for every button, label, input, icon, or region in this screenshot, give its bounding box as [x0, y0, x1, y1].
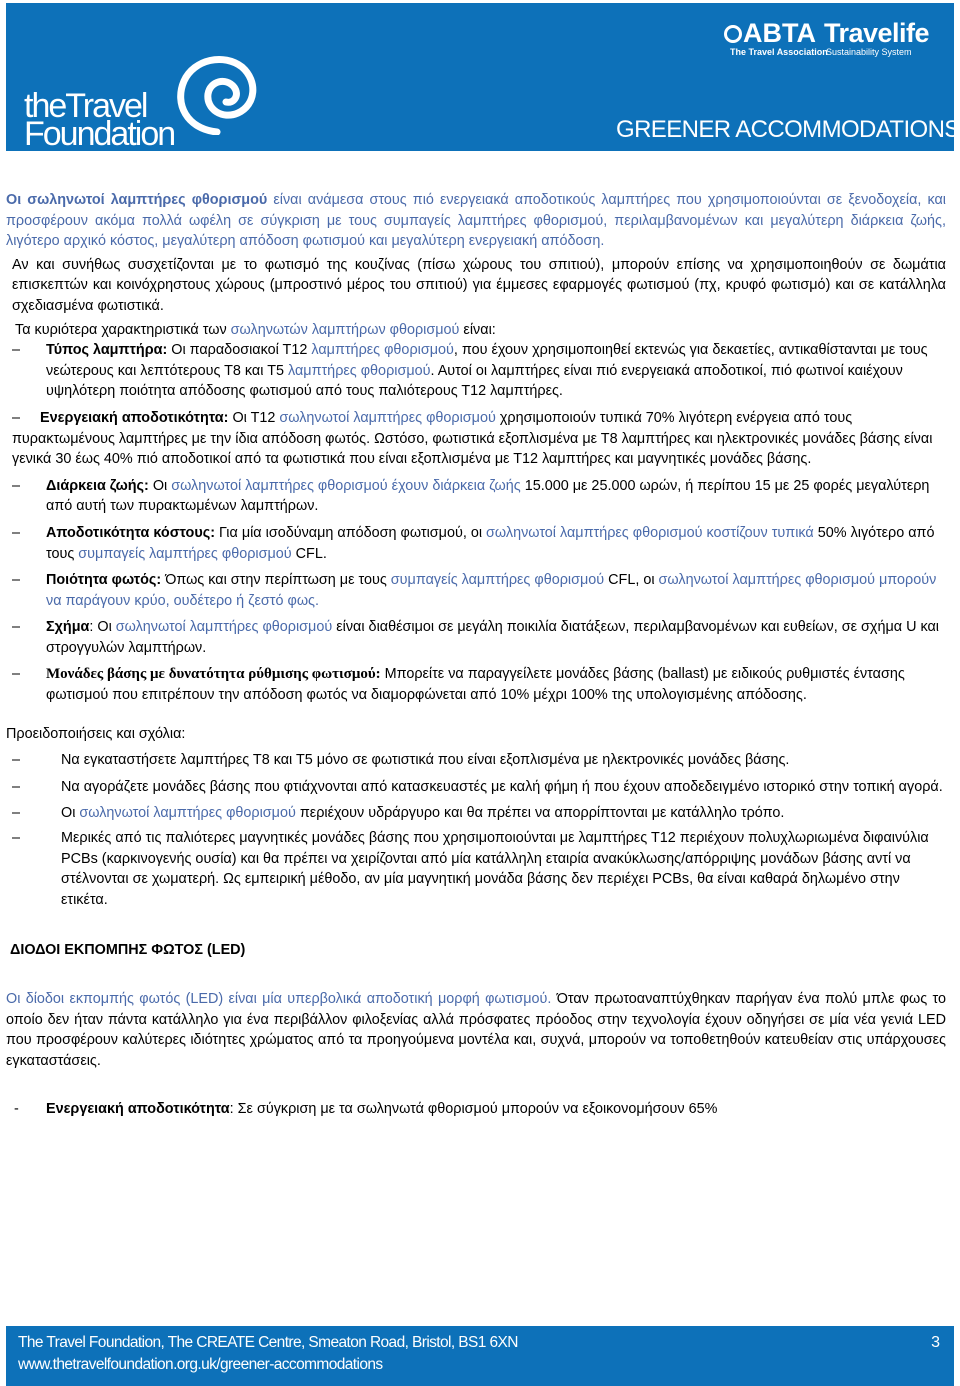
travelife-logo [824, 19, 929, 57]
footer-address: The Travel Foundation, The CREATE Centre, Smeaton Road, Bristol, BS1 6XN [18, 1334, 518, 1351]
list-item: – Μονάδες βάσης με δυνατότητα ρύθμισης φωτισμού: Μπορείτε να παραγγείλετε μονάδες βάσης (ballast) με ειδικούς ρυθμιστές έντασης φωτισμού που επιτρέπουν την απόδοση φωτός να διαμορφώνεται από 10% μέχρι 100% της υπολογισμένης απόδοσης. [12, 666, 905, 704]
list-item: – Διάρκεια ζωής: Οι σωληνωτοί λαμπτήρες φθορισμού έχουν διάρκεια ζωής 15.000 με 25.000 ωρών, ή περίπου 15 με 25 φορές μεγαλύτερη από αυτή των πυρακτωμένων λαμπτήρων. [12, 477, 930, 515]
list-item: – Μερικές από τις παλιότερες μαγνητικές μονάδες βάσης που χρησιμοποιούνται με λαμπτήρες Τ12 περιέχουν πολυχλωριωμένα διφαινύλια PCBs (καρκινογενής ουσία) και θα πρέπει να χειρίζονται από μία κατάλληλη εταιρία ανακύκλωσης/απόρριψης μονάδων βάσης αντί να στέλνονται σε χωματερή. Ως εμπειρική μέθοδο, αν μία μαγνητική μονάδα βάσης δεν περιέχει PCBs, θα είναι καθαρά δηλωμένο στην ετικέτα. [12, 830, 929, 908]
spiral-icon [172, 49, 262, 135]
list-item: - Ενεργειακή αποδοτικότητα: Σε σύγκριση με τα σωληνωτά φθορισμού μπορούν να εξοικονομήσουν 65% [14, 1101, 718, 1118]
list-item: – Ποιότητα φωτός: Όπως και στην περίπτωση με τους συμπαγείς λαμπτήρες φθορισμού CFL, οι σωληνωτοί λαμπτήρες φθορισμού μπορούν να παράγουν κρύο, ουδέτερο ή ζεστό φως. [12, 572, 937, 609]
list-item: – Αποδοτικότητα κόστους: Για μία ισοδύναμη απόδοση φωτισμού, οι σωληνωτοί λαμπτήρες φθορισμού κοστίζουν τυπικά 50% λιγότερο από τους συμπαγείς λαμπτήρες φθορισμού CFL. [12, 524, 935, 562]
list-item: – Τύπος λαμπτήρα: Οι παραδοσιακοί Τ12 λαμπτήρες φθορισμού, που έχουν χρησιμοποιηθεί εκτενώς για δεκαετίες, αντικαθίστανται με τους νεώτερους και λεπτότερους Τ8 και Τ5 λαμπτήρες φθορισμού. Αυτοί οι λαμπτήρες είναι πιό ενεργειακά αποδοτικοί, πιό φωτινοί καιέχουν υψηλότερη ποιότητα απόδοσης φωτισμού από τους παλιότερους Τ12 λαμπτήρες. [12, 342, 928, 400]
list-item: – Σχήμα: Οι σωληνωτοί λαμπτήρες φθορισμού είναι διαθέσιμοι σε μεγάλη ποικιλία διατάξεων, περιλαμβανομένων και ευθείων, σε σχήμα U και στρογγυλών λαμπτήρων. [12, 619, 940, 656]
led-paragraph: Οι δίοδοι εκπομπής φωτός (LED) είναι μία υπερβολικά αποδοτική μορφή φωτισμού. Όταν πρωτοαναπτύχθηκαν παρήγαν ένα πολύ μπλε φως το οποίο δεν ήταν πάντα κατάλληλο για ένα περιβάλλον φιλοξενίας αλλά πρόσφατες πρόοδος στην τεχνολογία έχουν οδηγήσει σε μία νέα γενιά LED που προσφέρουν καλύτερες ιδιότητες χρώματος από τα προηγούμενα μοντέλα και, συχνά, μπορούν να τοποθετηθούν κατευθείαν στις υπάρχουσες εγκαταστάσεις. [6, 991, 946, 1069]
list-item: – Να εγκαταστήσετε λαμπτήρες Τ8 και Τ5 μόνο σε φωτιστικά που είναι εξοπλισμένα με ηλεκτρονικές μονάδες βάσης. [12, 752, 790, 769]
page-header [6, 3, 960, 153]
list-item: – Να αγοράζετε μονάδες βάσης που φτιάχνονται από κατασκευαστές με καλή φήμη ή που έχουν αποδεδειγμένο ιστορικό στην τοπική αγορά. [12, 778, 943, 795]
features-list [6, 340, 946, 706]
intro-paragraph: Οι σωληνωτοί λαμπτήρες φθορισμού είναι ανάμεσα στους πιό ενεργειακά αποδοτικούς λαμπτήρες που χρησιμοποιούνται σε ξενοδοχεία, και προσφέρουν ακόμα πολλά ωφέλη σε σύγκριση με τους συμπαγείς λαμπτήρες φθορισμού, περιλαμβανομένων και μεγαλύτερη διάρκεια ζωής, λιγότερο αρχικό κόστος, μεγαλύτερη απόδοση φωτισμού και μεγαλύτερη ενεργειακή απόδοση. [6, 192, 946, 250]
globe-icon [724, 25, 742, 43]
footer-url[interactable]: www.thetravelfoundation.org.uk/greener-accommodations [18, 1356, 383, 1373]
abta-name: ABTA [743, 18, 816, 48]
section-title: GREENER ACCOMMODATIONS [616, 116, 960, 143]
list-item: – Οι σωληνωτοί λαμπτήρες φθορισμού περιέχουν υδράργυρο και θα πρέπει να απορρίπτονται με κατάλληλο τρόπο. [12, 805, 785, 822]
warnings-list [6, 750, 946, 910]
travelife-tagline: Sustainability System [826, 47, 912, 57]
logo-text-line2: Foundation [24, 115, 175, 153]
intro-lead: Οι σωληνωτοί λαμπτήρες φθορισμού [6, 192, 268, 208]
usage-paragraph: Αν και συνήθως συσχετίζονται με το φωτισμό της κουζίνας (πίσω χώρους του σπιτιού), μπορούν επίσης να χρησιμοποιηθούν σε δωμάτια επισκεπτών και κοινόχρηστους χώρους (μπροστινό μέρος του σπιτιού) για έμμεσες εφαρμογές φωτισμού (πχ, κρυφό φωτισμό) και σε κατάλληλα σχεδιασμένα φωτιστικά. [12, 256, 946, 314]
list-item: – Ενεργειακή αποδοτικότητα: Οι Τ12 σωληνωτοί λαμπτήρες φθορισμού χρησιμοποιούν τυπικά 70% λιγότερη ενέργεια από τους πυρακτωμένους λαμπτήρες με την ίδια απόδοση φωτός. Ωστόσο, φωτιστικά εξοπλισμένα με Τ8 λαμπτήρες και ηλεκτρονικές μονάδες βάσης είναι γενικά 30 έως 40% πιό αποδοτικοί από τα φωτιστικά που είναι εξοπλισμένα με Τ12 λαμπτήρες και μαγνητικές μονάδες βάσης. [12, 409, 933, 468]
features-intro: Τα κυριότερα χαρακτηριστικά των σωληνωτών λαμπτήρων φθορισμού είναι: [15, 321, 496, 338]
travelife-name: Travelife [824, 18, 930, 48]
page-footer [6, 1326, 954, 1386]
abta-tagline: The Travel Association [730, 47, 828, 57]
abta-logo [724, 19, 828, 57]
led-heading: ΔΙΟΔΟΙ ΕΚΠΟΜΠΗΣ ΦΩΤΟΣ (LED) [10, 942, 246, 959]
document-body [6, 190, 946, 1120]
page-number: 3 [931, 1334, 940, 1351]
warnings-heading: Προειδοποιήσεις και σχόλια: [6, 725, 186, 742]
logo-text-line1: theTravel [24, 87, 147, 125]
